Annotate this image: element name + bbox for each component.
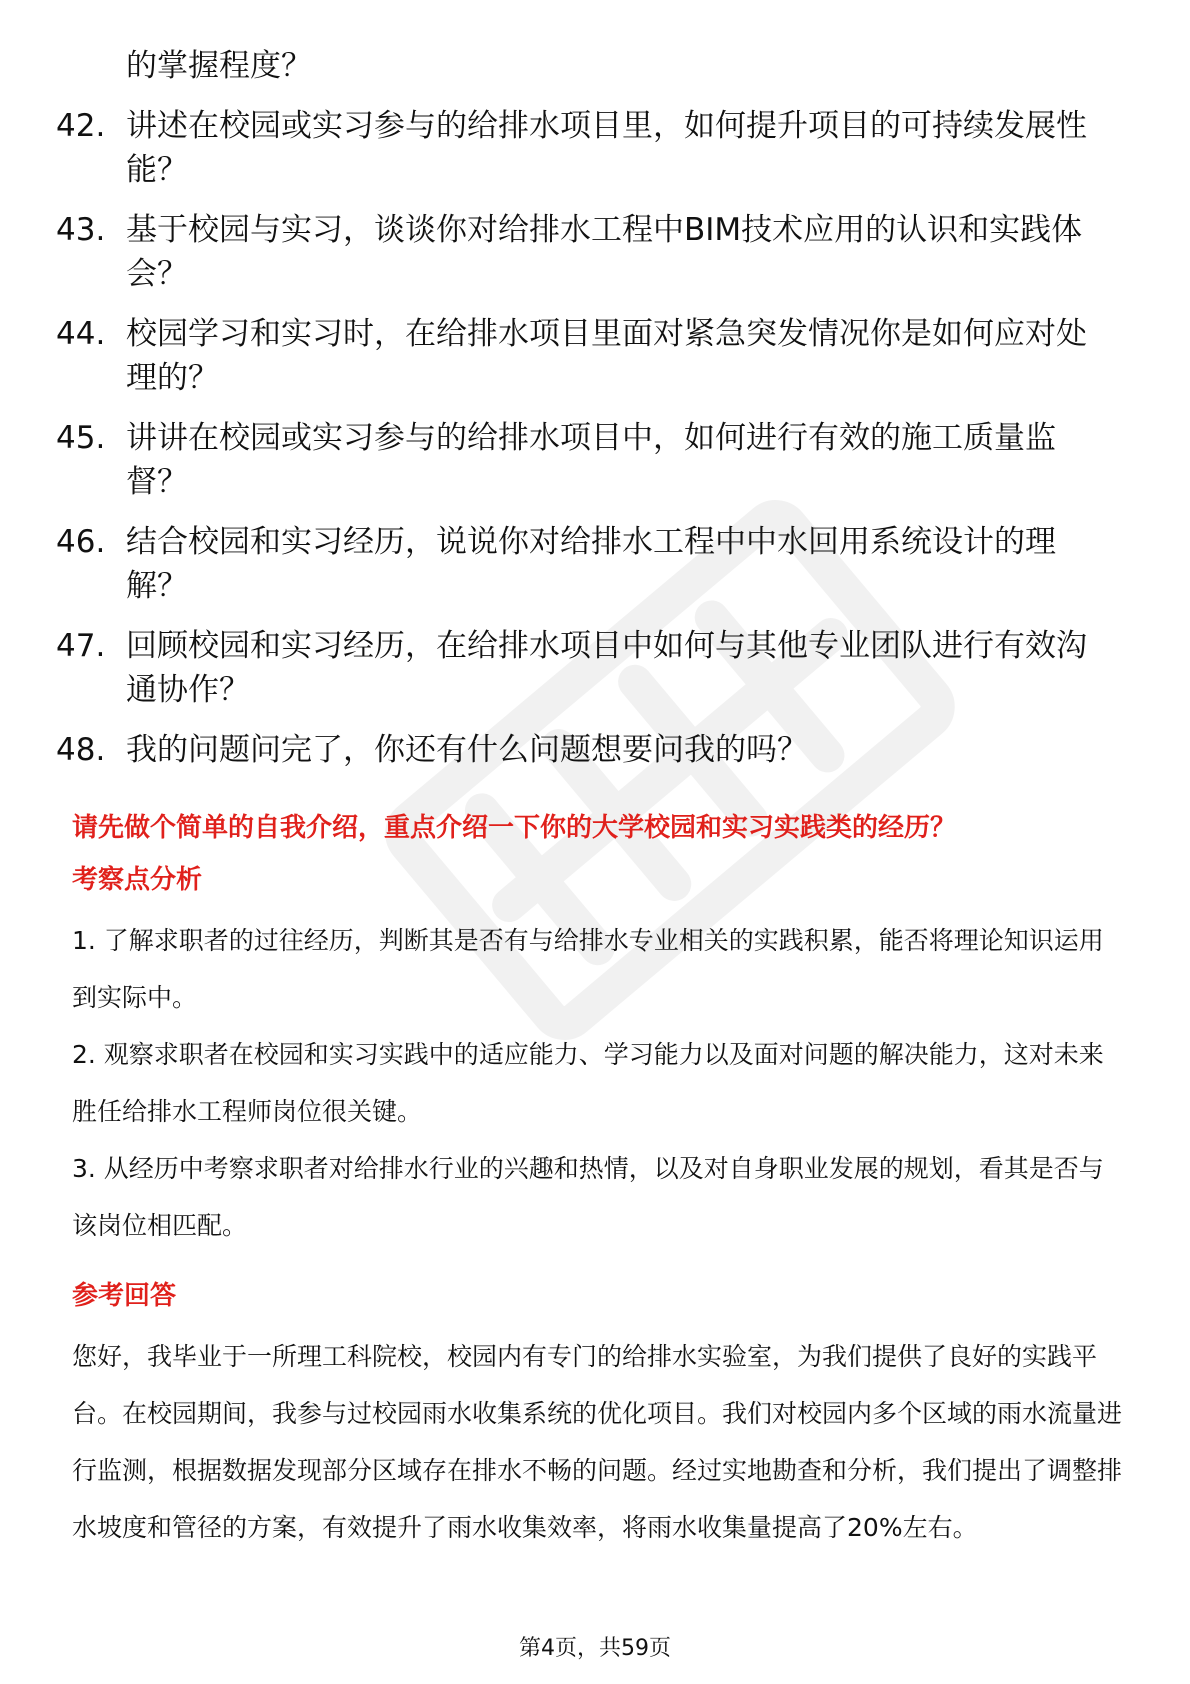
- list-item: [56, 520, 1116, 608]
- list-item: [56, 312, 1116, 400]
- question-number: 43.: [56, 212, 106, 248]
- analysis-body: [72, 912, 1127, 1254]
- question-text: 回顾校园和实习经历，在给排水项目中如何与其他专业团队进行有效沟通协作？: [126, 628, 1087, 708]
- list-item: [56, 624, 1116, 712]
- question-text: 讲述在校园或实习参与的给排水项目里，如何提升项目的可持续发展性能？: [126, 108, 1087, 188]
- question-number: 42.: [56, 108, 106, 144]
- question-text: 结合校园和实习经历，说说你对给排水工程中中水回用系统设计的理解？: [126, 524, 1056, 604]
- analysis-title: 考察点分析: [72, 865, 203, 895]
- analysis-point: 2. 观察求职者在校园和实习实践中的适应能力、学习能力以及面对问题的解决能力，这对未来胜任给排水工程师岗位很关键。: [72, 1040, 1104, 1126]
- question-number: 48.: [56, 732, 106, 768]
- list-item: [56, 416, 1116, 504]
- question-number: 45.: [56, 420, 106, 456]
- question-number: 47.: [56, 628, 106, 664]
- question-heading: 请先做个简单的自我介绍，重点介绍一下你的大学校园和实习实践类的经历？: [72, 813, 957, 843]
- list-item: [56, 728, 1116, 772]
- answer-title: 参考回答: [72, 1281, 177, 1311]
- question-number: 46.: [56, 524, 106, 560]
- answer-text: 您好，我毕业于一所理工科院校，校园内有专门的给排水实验室，为我们提供了良好的实践平台。在校园期间，我参与过校园雨水收集系统的优化项目。我们对校园内多个区域的雨水流量进行监测，根据数据发现部分区域存在排水不畅的问题。经过实地勘查和分析，我们提出了调整排水坡度和管径的方案，有效提升了雨水收集效率，将雨水收集量提高了20%左右。: [72, 1342, 1123, 1542]
- answer-body: [72, 1328, 1127, 1556]
- list-item: [56, 104, 1116, 192]
- analysis-point: 3. 从经历中考察求职者对给排水行业的兴趣和热情，以及对自身职业发展的规划，看其是否与该岗位相匹配。: [72, 1154, 1104, 1240]
- list-item: [56, 208, 1116, 296]
- question-text: 基于校园与实习，谈谈你对给排水工程中BIM技术应用的认识和实践体会？: [126, 212, 1083, 292]
- question-number: 44.: [56, 316, 106, 352]
- question-text: 讲讲在校园或实习参与的给排水项目中，如何进行有效的施工质量监督？: [126, 420, 1056, 500]
- question-continuation: 的掌握程度？: [126, 48, 312, 84]
- question-text: 校园学习和实习时，在给排水项目里面对紧急突发情况你是如何应对处理的？: [126, 316, 1087, 396]
- question-text: 我的问题问完了，你还有什么问题想要问我的吗？: [126, 732, 808, 768]
- analysis-point: 1. 了解求职者的过往经历，判断其是否有与给排水专业相关的实践积累，能否将理论知识运用到实际中。: [72, 926, 1104, 1012]
- page-number: 第4页，共59页: [519, 1636, 671, 1661]
- question-list: [56, 44, 1116, 788]
